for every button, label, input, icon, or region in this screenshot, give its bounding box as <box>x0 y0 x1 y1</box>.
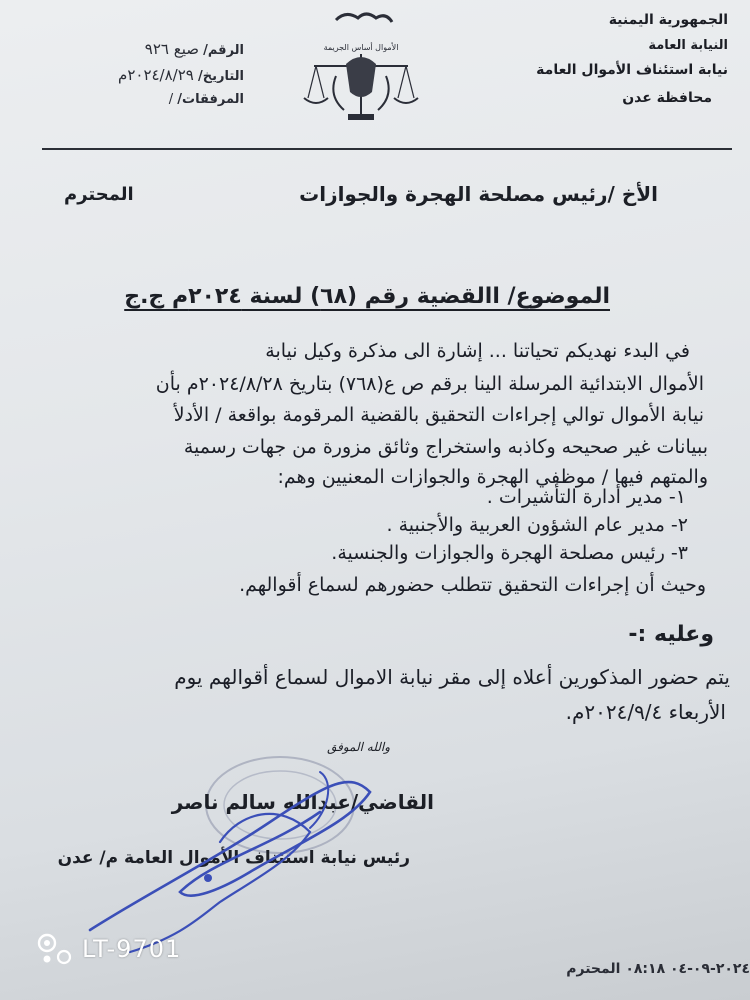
fax-footer-text: ٢٠٢٤-٠٩-٠٤ ٠٨:١٨ المحترم <box>566 961 750 977</box>
signatory-title: رئيس نيابة استئناف الأموال العامة م/ عدن <box>57 848 410 868</box>
fax-footer <box>520 958 750 977</box>
body-line-1: في البدء نهديكم تحياتنا ... إشارة الى مذكرة وكيل نيابة <box>265 340 690 362</box>
attachments-label: المرفقات/ <box>177 92 244 107</box>
body-line-2: الأموال الابتدائية المرسلة الينا برقم ص ع(٧٦٨) بتاريخ ٢٠٢٤/٨/٢٨م بأن <box>155 373 704 395</box>
header-country: الجمهورية اليمنية <box>608 12 728 28</box>
republic-emblem <box>296 6 426 132</box>
addressee-line: الأخ /رئيس مصلحة الهجرة والجوازات <box>299 182 658 206</box>
scales-of-justice-icon <box>296 6 426 132</box>
ref-value: صيع ٩٢٦ <box>144 40 199 58</box>
therefore-heading: وعليه :- <box>628 622 714 647</box>
watermark <box>36 932 181 966</box>
header-divider <box>42 148 732 150</box>
date-value: ٢٠٢٤/٨/٢٩م <box>118 66 194 84</box>
body-list-item-3: ٣- رئيس مصلحة الهجرة والجوازات والجنسية. <box>331 542 688 564</box>
date-label: التاريخ/ <box>197 69 244 84</box>
ref-label: الرقم/ <box>203 43 244 58</box>
attachments-row <box>100 92 244 107</box>
closing-phrase: والله الموفق <box>327 740 390 754</box>
addressee-honorific: المحترم <box>64 184 134 205</box>
attachments-value: / <box>168 92 174 107</box>
header-prosecution: نيابة استئناف الأموال العامة <box>536 62 728 78</box>
header-governorate: محافظة عدن <box>622 90 712 106</box>
watermark-logo-icon <box>36 932 76 966</box>
header-office: النيابة العامة <box>648 38 728 53</box>
emblem-motto: الأموال أساس الجريمة <box>323 43 399 52</box>
body-list-item-2: ٢- مدير عام الشؤون العربية والأجنبية . <box>386 514 688 536</box>
body-line-4: ببيانات غير صحيحه وكاذبه واستخراج وثائق مزورة من جهات رسمية <box>183 436 708 458</box>
signatory-name: القاضي/عبدالله سالم ناصر <box>171 790 434 814</box>
body-line-final: وحيث أن إجراءات التحقيق تتطلب حضورهم لسماع أقوالهم. <box>239 574 706 596</box>
body-line-5: والمتهم فيها / موظفي الهجرة والجوازات المعنيين وهم: <box>277 466 708 488</box>
decision-line-2: الأربعاء ٢٠٢٤/٩/٤م. <box>565 700 726 724</box>
ref-row <box>52 40 244 58</box>
body-list-item-1: ١- مدير أدارة التأشيرات . <box>486 486 686 508</box>
watermark-text: LT-9701 <box>82 935 182 963</box>
subject-line: الموضوع/ االقضية رقم (٦٨) لسنة ٢٠٢٤م ج.ج <box>124 284 610 309</box>
body-line-3: نيابة الأموال توالي إجراءات التحقيق بالقضية المرقومة بواقعة / الأدلأ <box>173 404 704 426</box>
decision-line-1: يتم حضور المذكورين أعلاه إلى مقر نيابة الاموال لسماع أقوالهم يوم <box>174 665 730 689</box>
date-row <box>48 66 244 84</box>
